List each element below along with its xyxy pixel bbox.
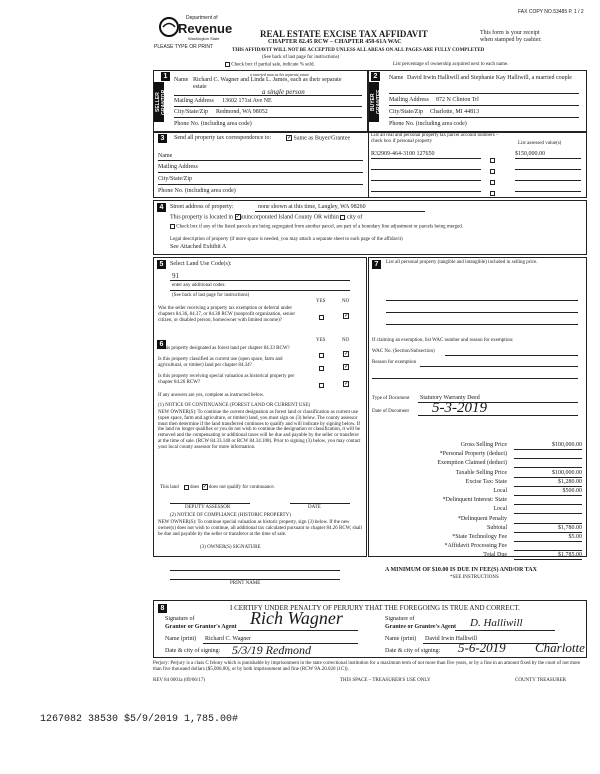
partial-sale-checkbox[interactable]: [225, 62, 230, 67]
s6-no: NO: [342, 338, 350, 343]
s5-see-back: (See back of last page for instructions): [172, 293, 250, 298]
q1-no[interactable]: ✓: [344, 351, 350, 358]
land-use-label: Select Land Use Code(s):: [170, 261, 232, 267]
city-of-checkbox[interactable]: [340, 215, 345, 220]
tax-row-value[interactable]: $1,780.00: [514, 524, 582, 533]
tax-row-value[interactable]: $5.00: [514, 533, 582, 542]
buyer-name-label: Name: [389, 75, 404, 81]
wa-state: Washington State: [188, 36, 220, 41]
tax-row: [372, 542, 582, 551]
print-name: PRINT NAME: [230, 581, 261, 586]
form-chapter: CHAPTER 82.45 RCW – CHAPTER 458-61A WAC: [268, 39, 402, 45]
doc-type-label: Type of Document: [372, 396, 410, 401]
owner-signature: (3) OWNER(S) SIGNATURE: [200, 545, 261, 550]
buyer-mailing-label: Mailing Address: [389, 97, 429, 103]
section-5-number: 5: [157, 260, 166, 269]
notice2-body: NEW OWNER(S): To continue special valuation as historic property, sign (3) below. If the new owner(s) does not wish to continue, all additional tax calculated pursuant to chapter 84.26 RCW, shall be due and payable by the seller or transferor at the time of sale.: [158, 520, 362, 537]
fax-header: FAX COPY NO.53485 P. 1 / 2: [518, 9, 584, 15]
dor-logo: [158, 14, 233, 44]
tax-row: [372, 505, 582, 514]
seller-mailing-value[interactable]: 13602 171st Ave NE: [222, 98, 272, 104]
buyer-name-value[interactable]: David Irwin Halliwill and Stephanie Kay Halliwill, a married couple: [407, 75, 572, 81]
tax-row-label: Subtotal: [486, 524, 507, 531]
tax-row-label: Gross Selling Price: [460, 442, 507, 448]
doc-date-value[interactable]: 5-3-2019: [432, 400, 487, 416]
section-8-number: 8: [158, 604, 167, 613]
s5-yes: YES: [316, 299, 326, 304]
perjury-note: Perjury: Perjury is a class C felony which is punishable by imprisonment in the state correctional institution for a maximum term of not more than five years, or by a fine in an amount fixed by the court of not more than five thousand dollars ($5,000.00), or by both imprisonment and fine (RCW 9A.20.020 (1C)).: [153, 661, 581, 672]
tax-row: [372, 459, 582, 468]
assessed-value[interactable]: $150,000.00: [515, 151, 545, 157]
tax-row: [372, 487, 582, 496]
grantor-date-label: Date & city of signing:: [165, 648, 221, 654]
grantee-date-value[interactable]: 5-6-2019: [458, 640, 506, 655]
q3-no[interactable]: ✓: [344, 381, 350, 388]
tax-row-label: *Affidavit Processing Fee: [444, 543, 507, 550]
section-1-number: 1: [161, 72, 170, 81]
qualify-line: This land does ✓ does not qualify for continuance.: [160, 484, 275, 491]
dept-of: Department of: [186, 15, 218, 21]
tax-row-value[interactable]: $1,280.00: [514, 478, 582, 487]
receipt-stamp: 1267082 38530 $5/9/2019 1,785.00#: [40, 714, 239, 725]
personal-property: List all personal property (tangible and intangible) included in selling price.: [386, 260, 538, 265]
q-current-use: Is this property classified as current use (open space, farm and agricultural, or timber) land per chapter 84.34?: [158, 357, 283, 368]
tax-row-value[interactable]: [514, 459, 582, 468]
buyer-mailing-value[interactable]: 872 N Clinton Trl: [436, 97, 479, 103]
treasurer-only: THIS SPACE – TREASURER'S USE ONLY: [340, 678, 431, 683]
buyer-side-label: BUYER GRANTEE: [370, 89, 382, 115]
tax-row-label: Local: [493, 506, 507, 513]
grantee-date-label: Date & city of signing:: [385, 648, 441, 654]
s3-name-label: Name: [158, 153, 173, 159]
tax-row-value[interactable]: [514, 542, 582, 551]
parcel-checkbox-4[interactable]: [490, 191, 495, 196]
q-forest: Is this property designated as forest land per chapter 84.33 RCW?: [158, 346, 290, 351]
s5-yes-checkbox[interactable]: [319, 315, 324, 320]
tax-row: [372, 478, 582, 487]
tax-row-label: Exemption Claimed (deduct): [437, 460, 507, 467]
tax-row: [372, 450, 582, 459]
seller-mailing-label: Mailing Address: [174, 98, 214, 104]
if-any-yes: If any answers are yes, complete as instructed below.: [158, 393, 265, 398]
tax-row-label: Excise Tax: State: [465, 478, 507, 485]
seller-side-label: SELLER GRANTOR: [155, 89, 167, 115]
partial-sale: Check box if partial sale, indicate % sold.: [225, 62, 315, 68]
grantee-sig-label-1: Signature of: [385, 616, 415, 622]
seller-name-label: Name: [174, 77, 189, 83]
tax-row: [372, 533, 582, 542]
same-as-buyer: ✓ Same as Buyer/Grantee: [287, 135, 351, 142]
exemption-question: Was the seller receiving a property tax exemption or deferral under chapters 84.36, 84.37, or 84.38 RCW (nonprofit organization, senior citizen, or disabled person, homeowner with limited income)?: [158, 306, 296, 323]
q2-yes[interactable]: [319, 366, 324, 371]
s5-no: NO: [342, 299, 350, 304]
tax-row-label: *Delinquent Penalty: [457, 515, 507, 522]
grantor-signature: Rich Wagner: [250, 608, 343, 628]
tax-row-label: Total Due: [483, 552, 507, 559]
wac-claim: If claiming an exemption, list WAC number and reason for exemption:: [372, 338, 514, 343]
tax-row: [372, 524, 582, 533]
section-4-number: 4: [157, 203, 166, 212]
revenue-logo-icon: [158, 16, 180, 38]
tax-row-value[interactable]: [514, 505, 582, 514]
see-instructions: *SEE INSTRUCTIONS: [450, 575, 499, 580]
seller-phone-label: Phone No. (including area code): [174, 121, 252, 127]
tax-row-value[interactable]: $100,000.00: [514, 441, 582, 450]
s3-city-label: City/State/Zip: [158, 176, 192, 182]
q1-yes[interactable]: [319, 353, 324, 358]
tax-row: [372, 551, 582, 560]
notice1-body: NEW OWNER(S): To continue the current designation as forest land or classification as current use (open space, farm and agriculture, or timber) land, you must sign on (3) below. The county assessor must then determine if the land transferred continues to qualify and will indicate by signing below. If the land no longer qualifies or you do not wish to continue the designation or classification, it will be removed and the compensating or additional taxes will be due and payable by the seller or transferor at the time of sale. (RCW 84.33.140 or RCW 84.34.108). Prior to signing (3) below, you may contact your local county assessor for more information.: [158, 410, 361, 450]
grantee-sig-label-2: Grantee or Grantee's Agent: [385, 624, 457, 630]
send-correspondence-label: Send all property tax correspondence to:: [174, 135, 272, 141]
does-checkbox[interactable]: [184, 485, 189, 490]
grantor-print-label: Name (print): [165, 636, 197, 642]
grantee-city-signature: Charlotte: [535, 640, 585, 655]
tax-row: [372, 496, 582, 505]
deputy-assessor: DEPUTY ASSESSOR: [185, 505, 231, 510]
tax-row-value[interactable]: $1,785.00: [514, 551, 582, 560]
grantor-date-value[interactable]: 5/3/19 Redmond: [232, 643, 311, 657]
tax-row: [372, 469, 582, 478]
tax-row: [372, 515, 582, 524]
county-treasurer: COUNTY TREASURER: [515, 678, 566, 683]
receipt-note-1: This form is your receipt: [480, 30, 540, 36]
parcel-list-header: List all real and personal property tax parcel account numbers – check box if personal property: [371, 133, 499, 144]
assessed-header: List assessed value(s): [518, 141, 562, 146]
notice2-title: (2) NOTICE OF COMPLIANCE (HISTORIC PROPERTY): [170, 513, 291, 518]
tax-row-label: *Personal Property (deduct): [439, 451, 507, 458]
seller-name-value: Richard C. Wagner and Linda L. James, each as their separate estate: [193, 77, 342, 90]
tax-row-value[interactable]: $500.00: [514, 487, 582, 496]
seller-city-label: City/State/Zip: [174, 109, 208, 115]
doc-date-label: Date of Document: [372, 409, 409, 414]
grantor-print-value[interactable]: Richard C. Wagner: [205, 636, 251, 642]
receipt-note-2: when stamped by cashier.: [480, 37, 542, 43]
tax-row-label: *State Technology Fee: [452, 533, 507, 540]
street-label: Street address of property:: [170, 204, 234, 210]
tax-row-label: Taxable Selling Price: [455, 469, 507, 476]
grantee-signature: D. Halliwill: [470, 617, 523, 629]
land-use-value[interactable]: 91: [172, 272, 179, 280]
buyer-phone-label: Phone No. (including area code): [389, 121, 467, 127]
street-value[interactable]: none shown at this time, Langley, WA 98260: [258, 204, 366, 210]
section-2-number: 2: [371, 72, 380, 81]
legal-value[interactable]: See Attached Exhibit A: [170, 244, 227, 250]
tax-row-label: *Delinquent Interest: State: [442, 497, 507, 504]
reason: Reason for exemption: [372, 360, 417, 365]
grantee-print-value[interactable]: David Irwin Halliwill: [425, 636, 477, 642]
q2-no[interactable]: ✓: [344, 364, 350, 371]
seller-city-value[interactable]: Redmond, WA 98052: [216, 109, 268, 115]
tax-row-value[interactable]: [514, 496, 582, 505]
tax-row-value[interactable]: $100,000.00: [514, 469, 582, 478]
located-in: This property is located in ✓unincorporated Island County OR within city of: [170, 214, 363, 221]
legal-label: Legal description of property (if more space is needed, you may attach a separate sheet to each page of the affidavit): [170, 237, 403, 242]
certify: I CERTIFY UNDER PENALTY OF PERJURY THAT THE FOREGOING IS TRUE AND CORRECT.: [230, 604, 520, 612]
tax-row: [372, 441, 582, 450]
parcel-number[interactable]: R32909-464-3100 127650: [371, 151, 435, 157]
deputy-date: DATE: [308, 505, 321, 510]
s5-no-checkbox[interactable]: ✓: [344, 313, 350, 320]
s3-mailing-label: Mailing Address: [158, 164, 198, 170]
form-title: REAL ESTATE EXCISE TAX AFFIDAVIT: [260, 29, 428, 39]
notice1-title: (1) NOTICE OF CONTINUANCE (FOREST LAND OR CURRENT USE): [158, 403, 311, 408]
see-back: (See back of last page for instructions): [262, 55, 340, 60]
seller-name-note: a married man as his separate estate: [250, 72, 310, 77]
tax-row-label: Local: [493, 487, 507, 494]
warning: THIS AFFIDAVIT WILL NOT BE ACCEPTED UNLESS ALL AREAS ON ALL PAGES ARE FULLY COMPLETED: [232, 48, 485, 53]
does-not-checkbox[interactable]: ✓: [202, 484, 208, 490]
rev-number: REV 84 0001a (09/06/17): [153, 678, 205, 683]
tax-row-value[interactable]: [514, 450, 582, 459]
grantor-sig-label-2: Grantor or Grantor's Agent: [165, 624, 237, 630]
buyer-city-value[interactable]: Charlotte, MI 44813: [430, 109, 480, 115]
section-3-number: 3: [158, 134, 167, 143]
revenue-word: Revenue: [178, 21, 233, 36]
section-6-number: 6: [157, 340, 166, 349]
segregated-note: Check box if any of the listed parcels are being segregated from another parcel, are part of a boundary line adjustment or parcels being merged.: [170, 224, 463, 230]
q-historic: Is this property receiving special valuation as historical property per chapter 84.26 RCW?: [158, 374, 295, 385]
seller-handwritten: a single person: [262, 88, 305, 96]
s6-yes: YES: [316, 338, 326, 343]
list-pct: List percentage of ownership acquired next to each name.: [393, 62, 509, 67]
additional-codes: enter any additional codes:: [172, 283, 226, 288]
q3-yes[interactable]: [319, 383, 324, 388]
wac-no: WAC No. (Section/Subsection): [372, 349, 435, 354]
grantee-print-label: Name (print): [385, 636, 417, 642]
grantor-sig-label-1: Signature of: [165, 616, 195, 622]
tax-table: [372, 441, 582, 560]
minimum-due: A MINIMUM OF $10.00 IS DUE IN FEE(S) AND/OR TAX: [385, 567, 537, 573]
tax-row-value[interactable]: [514, 515, 582, 524]
please-type: PLEASE TYPE OR PRINT: [154, 44, 214, 50]
buyer-city-label: City/State/Zip: [389, 109, 423, 115]
doc-type-value[interactable]: Statutory Warranty Deed: [420, 395, 480, 401]
same-as-buyer-checkbox[interactable]: ✓: [287, 135, 293, 141]
s3-phone-label: Phone No. (including area code): [158, 188, 236, 194]
unincorporated-checkbox[interactable]: ✓: [235, 214, 241, 220]
section-7-number: 7: [372, 260, 381, 269]
segregated-checkbox[interactable]: [170, 224, 175, 229]
